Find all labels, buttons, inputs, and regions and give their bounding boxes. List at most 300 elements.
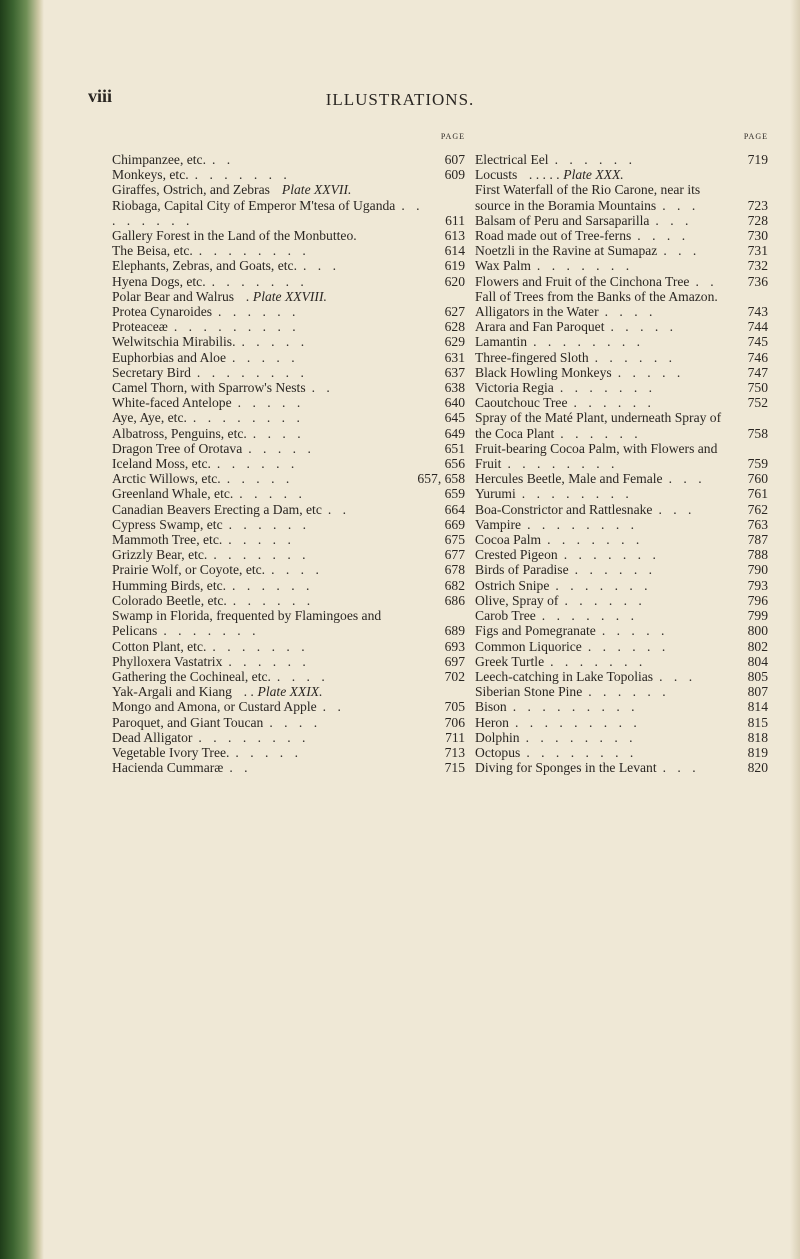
illustration-entry [475,334,768,349]
dot-leaders: . . . [658,501,696,517]
plate-reference: Plate XXVII. [281,182,352,198]
illustration-entry [475,547,768,562]
entry-title: Common Liquorice [475,638,582,654]
page-number: 702 [444,668,465,684]
dot-leaders: . . . . . . . [212,638,309,654]
book-spine-shadow [0,0,44,1259]
dot-leaders: . . . . . . [560,425,642,441]
dot-leaders: . . . [662,197,700,213]
page-number: 659 [444,486,465,502]
page-number: 628 [444,319,465,335]
illustration-entry [112,167,465,182]
illustration-entry [475,410,768,440]
entry-title: Heron [475,714,509,730]
illustration-entry [475,578,768,593]
entry-title: Victoria Regia [475,380,554,396]
entry-title: Spray of the Maté Plant, underneath Spray of the Coca Plant [475,410,722,441]
page-number: 793 [747,577,768,593]
illustration-entry [112,289,465,304]
illustration-entry [475,715,768,730]
dot-leaders: . . [211,152,235,167]
page-number: 790 [747,562,768,578]
entry-title: Monkeys, etc. [112,167,189,183]
dot-leaders: . . . . . [241,334,309,350]
entry-title: Siberian Stone Pine [475,684,583,700]
entry-title: Protea Cynaroides [112,304,213,320]
dot-leaders: . . . . . . . . [507,456,619,472]
dot-leaders: . . . . . . . . [198,243,310,259]
dot-leaders: . . . . . . [228,516,311,532]
illustration-entry [475,684,768,699]
dot-leaders: . . . [659,668,697,684]
illustration-entry [112,654,465,669]
dot-leaders: . . . . . [248,440,315,456]
entry-title: The Beisa, etc. [112,243,193,259]
dot-leaders: . . . . . . [218,304,300,320]
page-number: 805 [747,668,768,684]
page-number: 620 [444,273,465,289]
dot-leaders: . . . . [604,304,657,320]
dot-leaders: . . . . [252,425,305,441]
page-number: 815 [747,714,768,730]
entry-title: Iceland Moss, etc. [112,456,211,472]
entry-title: Noetzli in the Ravine at Sumapaz [475,243,658,259]
plate-reference: . . . . . Plate XXX. [529,167,624,183]
page-column-heading: PAGE [440,132,465,141]
page-number: 711 [445,729,465,745]
page-number: 682 [444,577,465,593]
illustration-entry [475,502,768,517]
entry-title: Hacienda Cummaræ [112,760,224,776]
entry-title: Elephants, Zebras, and Goats, etc. [112,258,297,274]
illustration-entry [475,608,768,623]
entry-title: Cotton Plant, etc. [112,638,207,654]
page-number: 799 [747,608,768,624]
page-number: 731 [747,243,768,259]
entry-title: Secretary Bird [112,364,191,380]
page-number: 747 [747,364,768,380]
entry-title: Polar Bear and Walrus [112,288,235,304]
dot-leaders: . . . . . . . . [527,516,639,532]
illustration-entry [112,350,465,365]
illustration-entry [475,562,768,577]
page-number: 631 [444,349,465,365]
illustration-entry [112,152,465,167]
dot-leaders: . . . . . . . [559,380,657,396]
entry-title: Fruit-bearing Cocoa Palm, with Flowers and Fruit [475,440,718,472]
page-number: 745 [747,334,768,350]
page-number: 758 [747,425,768,441]
dot-leaders: . . . . . . [573,395,655,411]
page-number: 761 [747,486,768,502]
dot-leaders: . . . . . . . . [198,729,310,745]
running-head-title: ILLUSTRATIONS. [325,90,475,109]
illustration-entry [112,562,465,577]
page-number: 762 [747,501,768,517]
dot-leaders: . . [322,699,345,715]
dot-leaders: . . . . . [228,532,295,548]
page-number: 713 [444,744,465,760]
page-number: 763 [747,516,768,532]
entry-title: Crested Pigeon [475,547,558,563]
entry-title: Gathering the Cochineal, etc. [112,668,271,684]
entry-title: Birds of Paradise [475,562,569,578]
dot-leaders: . . . . . . . [547,532,644,548]
page-number: 818 [747,729,768,745]
page-number: 637 [444,364,465,380]
illustration-entry [112,395,465,410]
dot-leaders: . . [229,760,252,776]
page-number: 730 [747,228,768,244]
dot-leaders: . . . . . . [232,592,315,608]
page-number: 611 [445,212,465,228]
illustration-entry [112,365,465,380]
dot-leaders: . . . . . . [228,653,310,669]
page-number: 728 [747,212,768,228]
illustration-entry [112,426,465,441]
entry-title: Swamp in Florida, frequented by Flamingoes and Pelicans [112,608,382,639]
page-number: 627 [444,304,465,320]
illustration-entry [112,334,465,349]
illustration-entry [112,608,465,638]
entry-title: Lamantin [475,334,528,350]
page-number: 820 [747,760,768,776]
illustration-entry [112,380,465,395]
page-number: 614 [444,243,465,259]
page-number: 715 [444,760,465,776]
illustration-entry [112,699,465,714]
dot-leaders: . . . . . . [594,349,677,365]
illustration-entry [475,380,768,395]
page-number: 814 [747,699,768,715]
illustration-entry [112,578,465,593]
dot-leaders: . . . . . . . . [112,197,424,228]
page-number: 619 [444,258,465,274]
entry-title: Black Howling Monkeys [475,364,612,380]
illustration-entry [112,486,465,501]
dot-leaders: . . . . . . . . [521,486,633,502]
illustration-entry [475,350,768,365]
illustration-entry [112,258,465,273]
page-number: 645 [444,410,465,426]
illustration-entry [112,593,465,608]
illustration-entry [112,669,465,684]
page-number: 705 [444,699,465,715]
dot-leaders: . . . . . [601,623,669,639]
page-column-heading: PAGE [743,132,768,141]
page-number: 609 [444,167,465,183]
dot-leaders: . . . [663,243,701,259]
page-number: 664 [444,501,465,517]
entry-title: Albatross, Penguins, etc. [112,425,247,441]
dot-leaders: . . . . . . . [194,167,291,183]
dot-leaders: . . . . . . [216,456,299,472]
dot-leaders: . . . . [637,228,690,244]
illustration-entry [112,228,465,243]
illustration-entry [475,593,768,608]
illustration-entry [112,456,465,471]
dot-leaders: . . . . . . . [163,623,260,639]
illustration-entry [475,486,768,501]
page-number: 651 [444,440,465,456]
illustration-entry [112,243,465,258]
illustration-entry [112,410,465,425]
illustration-entry [475,274,768,289]
entry-title: Three-fingered Sloth [475,349,589,365]
illustration-entry [112,182,465,197]
page-number: 613 [444,228,465,244]
dot-leaders: . . . . . . . . [525,729,637,745]
page-number: 787 [747,532,768,548]
page-edge-shadow [790,0,800,1259]
page-number: 723 [747,197,768,213]
illustration-entry [475,699,768,714]
illustration-entry [112,502,465,517]
page-number: 804 [747,653,768,669]
illustration-entry [475,258,768,273]
page-number: 788 [747,547,768,563]
page-number: 706 [444,714,465,730]
entry-title: First Waterfall of the Rio Carone, near its source in the Boramia Mountains [475,182,701,213]
entry-title: Canadian Beavers Erecting a Dam, etc [112,501,322,517]
illustration-entry [112,730,465,745]
dot-leaders: . . . . . . . . [192,410,304,426]
entry-title: Leech-catching in Lake Topolias [475,668,654,684]
entry-title: Prairie Wolf, or Coyote, etc. [112,562,266,578]
page-number: 719 [747,152,768,167]
entry-title: Colorado Beetle, etc. [112,592,227,608]
page-number: 677 [444,547,465,563]
entry-title: Yurumi [475,486,516,502]
entry-title: Arara and Fan Paroquet [475,319,605,335]
illustration-entry [112,760,465,775]
page-number: 744 [747,319,768,335]
dot-leaders: . . . . . . . . [196,364,308,380]
dot-leaders: . . . . . . . [211,273,308,289]
entry-title: Road made out of Tree-ferns [475,228,632,244]
illustration-entry [112,745,465,760]
dot-leaders: . . . . . . [587,638,670,654]
entry-title: Wax Palm [475,258,531,274]
entry-title: Locusts [475,167,518,183]
illustration-entry [475,182,768,212]
entry-title: Proteaceæ [112,319,168,335]
dot-leaders: . . . . . . [232,577,314,593]
page-number: 807 [747,684,768,700]
entry-title: Dead Alligator [112,729,193,745]
illustration-entry [475,745,768,760]
page-folio: viii [88,86,113,106]
illustration-entry [475,213,768,228]
dot-leaders: . . . . . [239,486,306,502]
page-number: 678 [444,562,465,578]
illustration-entry [475,365,768,380]
illustration-entry [112,319,465,334]
page-number: 800 [747,623,768,639]
dot-leaders: . . . . . [237,395,305,411]
dot-leaders: . . . . . . [574,562,657,578]
page-number: 732 [747,258,768,274]
page-number: 759 [747,456,768,472]
page-number: 752 [747,395,768,411]
dot-leaders: . . . [662,760,700,776]
illustration-entry [112,517,465,532]
dot-leaders: . . . . . . . [563,547,660,563]
entry-title: Greenland Whale, etc. [112,486,234,502]
illustration-entry [475,760,768,775]
entry-title: Figs and Pomegranate [475,623,596,639]
dot-leaders: . . . . . [232,349,299,365]
illustration-entry [112,715,465,730]
dot-leaders: . . . . . . [588,684,670,700]
entry-title: Bison [475,699,507,715]
entry-title: Electrical Eel [475,152,549,167]
illustration-entry [475,319,768,334]
illustration-entry [475,167,768,182]
entry-title: Giraffes, Ostrich, and Zebras [112,182,270,198]
dot-leaders: . . . . . . . . . [514,714,641,730]
plate-reference: . Plate XXVIII. [246,288,327,304]
entry-title: Mongo and Amona, or Custard Apple [112,699,317,715]
entry-title: Riobaga, Capital City of Emperor M'tesa of Uganda [112,197,396,213]
page-number: 743 [747,304,768,320]
dot-leaders: . . [311,380,334,396]
illustration-entry [112,639,465,654]
illustration-entry [475,517,768,532]
entry-title: Greek Turtle [475,653,545,669]
dot-leaders: . . . . [271,562,323,578]
entry-title: Paroquet, and Giant Toucan [112,714,264,730]
illustration-entry [112,304,465,319]
dot-leaders: . . . . . [226,471,294,487]
entry-title: White-faced Antelope [112,395,232,411]
entry-title: Dolphin [475,729,520,745]
dot-leaders: . . . [668,471,706,487]
entry-title: Hyena Dogs, etc. [112,273,206,289]
illustration-entry [112,471,465,486]
dot-leaders: . . [695,273,718,289]
entry-title: Cypress Swamp, etc [112,516,223,532]
entry-title: Yak-Argali and Kiang [112,684,232,700]
page-number: 607 [444,152,465,167]
illustration-entry [475,152,768,167]
entry-title: Flowers and Fruit of the Cinchona Tree [475,273,690,289]
dot-leaders: . . . . . . [564,592,646,608]
illustration-entry [475,243,768,258]
illustration-entry [475,639,768,654]
dot-leaders: . . . . . . . [541,608,638,624]
illustration-list-left [112,152,465,775]
dot-leaders: . . . . [269,714,322,730]
dot-leaders: . . . . . [235,744,302,760]
page-number: 689 [444,623,465,639]
page-number: 693 [444,638,465,654]
dot-leaders: . . [327,501,351,517]
page-number: 629 [444,334,465,350]
dot-leaders: . . . [655,212,693,228]
page-number: 736 [747,273,768,289]
dot-leaders: . . . . . . . . [533,334,645,350]
entry-title: Diving for Sponges in the Levant [475,760,657,776]
page-number: 746 [747,349,768,365]
entry-title: Euphorbias and Aloe [112,349,227,365]
entry-title: Boa-Constrictor and Rattlesnake [475,501,653,517]
entry-title: Hercules Beetle, Male and Female [475,471,663,487]
entry-title: Caoutchouc Tree [475,395,568,411]
entry-title: Vegetable Ivory Tree. [112,744,230,760]
dot-leaders: . . . . . . . [213,547,310,563]
illustration-entry [475,471,768,486]
entry-title: Olive, Spray of [475,592,559,608]
page-number: 686 [444,592,465,608]
page-number: 802 [747,638,768,654]
entry-title: Humming Birds, etc. [112,577,227,593]
page-number: 760 [747,471,768,487]
dot-leaders: . . . . . . . . . [173,319,300,335]
illustration-entry [112,198,465,228]
page-number: 638 [444,380,465,396]
page-number: 657, 658 [417,471,465,487]
dot-leaders: . . . . . . . [536,258,634,274]
dot-leaders: . . . . . . . . . [512,699,639,715]
illustration-entry [475,532,768,547]
entry-title: Phylloxera Vastatrix [112,653,223,669]
illustration-entry [475,228,768,243]
entry-title: Mammoth Tree, etc. [112,532,223,548]
illustration-entry [475,623,768,638]
illustration-entry [475,441,768,471]
page-number: 675 [444,532,465,548]
illustration-entry [112,274,465,289]
dot-leaders: . . . . [276,668,329,684]
entry-title: Aye, Aye, etc. [112,410,187,426]
page-number: 640 [444,395,465,411]
entry-title: Balsam of Peru and Sarsaparilla [475,212,650,228]
entry-title: Welwitschia Mirabilis. [112,334,236,350]
illustration-entry [112,684,465,699]
illustration-entry [475,395,768,410]
entry-title: Grizzly Bear, etc. [112,547,208,563]
entry-title: Carob Tree [475,608,536,624]
dot-leaders: . . . . . . [554,152,636,167]
illustration-entry [475,669,768,684]
illustration-entry [112,547,465,562]
page-number: 669 [444,516,465,532]
entry-title: Fall of Trees from the Banks of the Amazon. Alligators in the Water [475,288,718,320]
illustration-entry [475,289,768,319]
entry-title: Arctic Willows, etc. [112,471,221,487]
entry-title: Camel Thorn, with Sparrow's Nests [112,380,306,396]
page-number: 649 [444,425,465,441]
dot-leaders: . . . . . [617,364,685,380]
page-number: 697 [444,653,465,669]
illustration-entry [112,441,465,456]
entry-title: Octopus [475,744,521,760]
entry-title: Chimpanzee, etc. [112,152,206,167]
entry-title: Cocoa Palm [475,532,542,548]
dot-leaders: . . . . . [610,319,678,335]
dot-leaders: . . . . . . . [555,577,652,593]
page-number: 796 [747,592,768,608]
entry-title: Dragon Tree of Orotava [112,440,243,456]
dot-leaders: . . . . . . . [550,653,647,669]
entry-title: Ostrich Snipe [475,577,550,593]
entry-title: Gallery Forest in the Land of the Monbutteo. [112,228,357,244]
entry-title: Vampire [475,516,522,532]
illustration-entry [112,532,465,547]
illustration-entry [475,730,768,745]
illustration-list-right [475,152,768,775]
